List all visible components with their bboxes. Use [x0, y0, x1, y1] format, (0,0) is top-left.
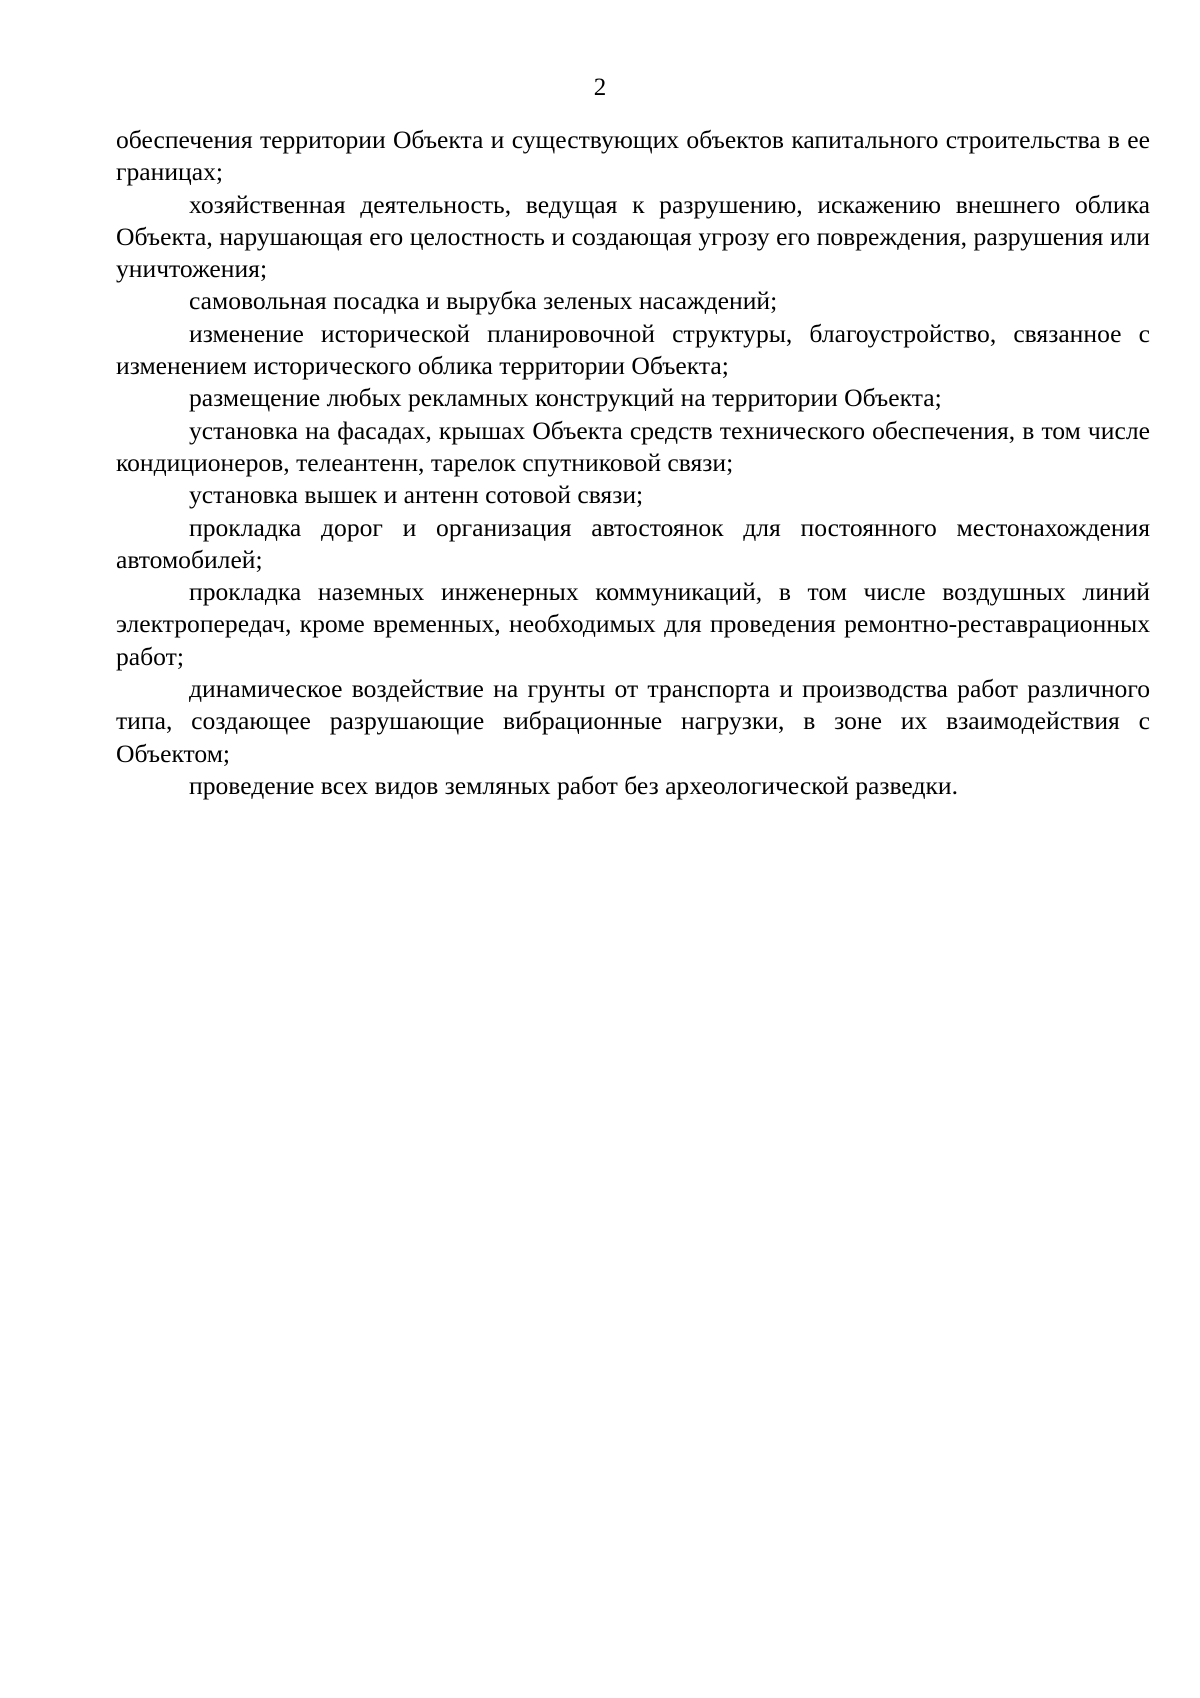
page-number: 2: [593, 74, 607, 101]
paragraph-continuation: обеспечения территории Объекта и существующих объектов капитального строительства в ее границах;: [116, 125, 1150, 187]
paragraph-economic-activity: хозяйственная деятельность, ведущая к разрушению, искажению внешнего облика Объекта, нарушающая его целостность и создающая угрозу его повреждения, разрушения или уничтожения;: [116, 189, 1150, 284]
paragraph-communications: прокладка наземных инженерных коммуникаций, в том числе воздушных линий электропередач, кроме временных, необходимых для проведения ремонтно-реставрационных работ;: [116, 577, 1150, 671]
paragraph-planting-felling: самовольная посадка и вырубка зеленых насаждений;: [189, 286, 778, 316]
document-body: [116, 124, 1150, 802]
paragraph-roads-parking: прокладка дорог и организация автостоянок для постоянного местонахождения автомобилей;: [116, 512, 1150, 574]
paragraph-dynamic-impact: динамическое воздействие на грунты от транспорта и производства работ различного типа, создающее разрушающие вибрационные нагрузки, в зоне их взаимодействия с Объектом;: [116, 674, 1150, 768]
paragraph-advertising: размещение любых рекламных конструкций на территории Объекта;: [189, 383, 942, 413]
paragraph-earthworks: проведение всех видов земляных работ без археологической разведки.: [189, 770, 958, 800]
paragraph-planning-structure: изменение исторической планировочной структуры, благоустройство, связанное с изменением исторического облика территории Объекта;: [116, 318, 1150, 381]
paragraph-cell-towers: установка вышек и антенн сотовой связи;: [189, 480, 644, 510]
paragraph-facade-equipment: установка на фасадах, крышах Объекта средств технического обеспечения, в том числе кондиционеров, телеантенн, тарелок спутниковой связи;: [116, 415, 1150, 477]
